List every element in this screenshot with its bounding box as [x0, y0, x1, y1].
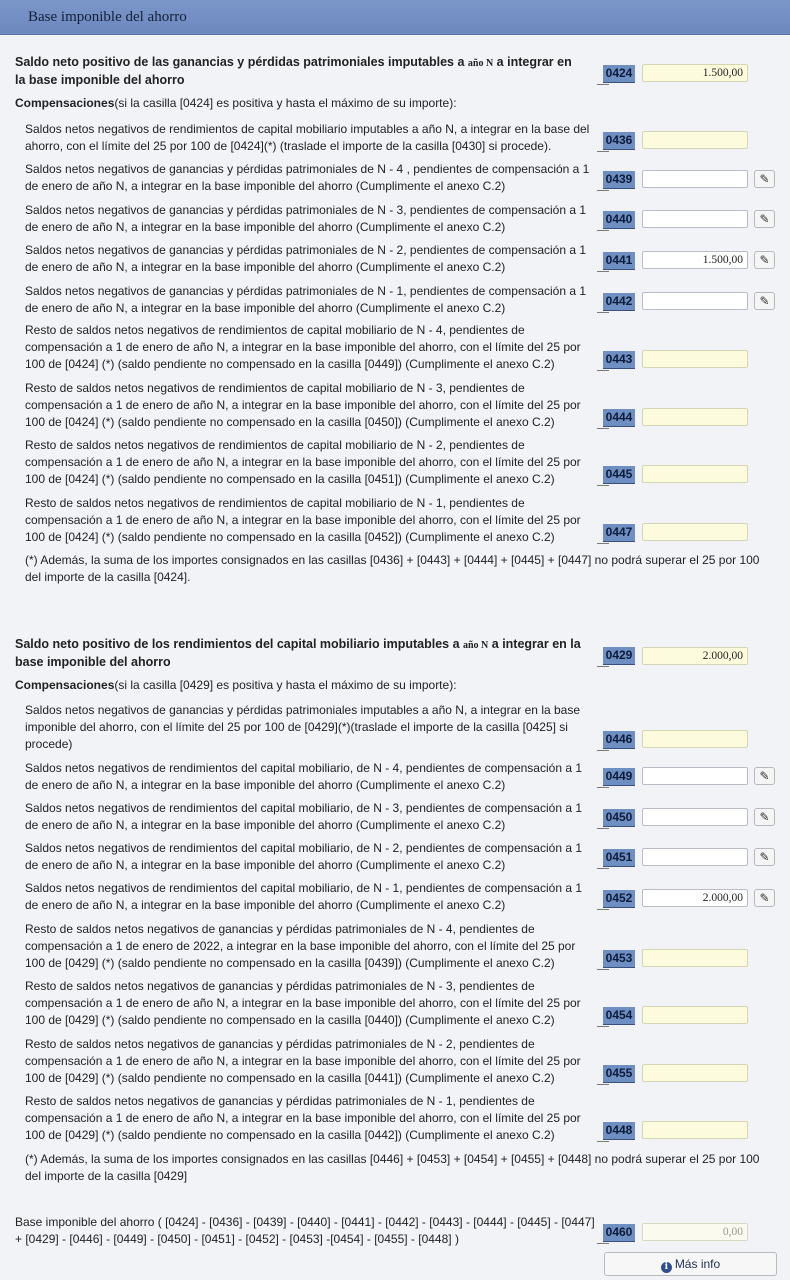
box-0449: 0449 [603, 768, 635, 786]
pencil-icon[interactable]: ✎ [754, 808, 775, 826]
box-0444: 0444 [603, 409, 635, 427]
row-label-0439: Saldos netos negativos de ganancias y pérdidas patrimoniales de N - 4 , pendientes de compensación a 1 de enero de año N, a integrar en la base imponible del ahorro (Cumplimente el anexo C.2) [25, 162, 590, 193]
box-0453: 0453 [603, 950, 635, 968]
box-0442: 0442 [603, 293, 635, 311]
box-0460: 0460 [603, 1224, 635, 1242]
field-0424[interactable]: 1.500,00 [642, 64, 748, 82]
box-0424: 0424 [603, 65, 635, 83]
field-0452[interactable]: 2.000,00 [642, 889, 748, 907]
field-0455[interactable] [642, 1064, 748, 1082]
field-0445[interactable] [642, 465, 748, 483]
row-label-0442: Saldos netos negativos de ganancias y pérdidas patrimoniales de N - 1, pendientes de compensación a 1 de enero de año N, a integrar en la base imponible del ahorro (Cumplimente el anexo C.2) [25, 284, 587, 315]
sec2-title: Saldo neto positivo de los rendimientos del capital mobiliario imputables a año N a integrar en la base imponible del ahorro [15, 637, 581, 669]
box-0448: 0448 [603, 1122, 635, 1140]
row-label-0447: Resto de saldos netos negativos de rendimientos de capital mobiliario de N - 1, pendientes de compensación a 1 de enero de año N, a integrar en la base imponible del ahorro, con el límite del 25 por 100 de [0424] (*) (saldo pendiente no compensado en la casilla [0452]) (Cumplimente el anexo C.2) [25, 496, 581, 544]
field-0453[interactable] [642, 949, 748, 967]
sec1-title: Saldo neto positivo de las ganancias y pérdidas patrimoniales imputables a año N a integrar en la base imponible del ahorro [15, 55, 572, 87]
sec2-compensaciones: Compensaciones(si la casilla [0429] es positiva y hasta el máximo de su importe): [15, 678, 457, 692]
box-0447: 0447 [603, 524, 635, 542]
row-label-0453: Resto de saldos netos negativos de ganancias y pérdidas patrimoniales de N - 4, pendientes de compensación a 1 de enero de 2022, a integrar en la base imponible del ahorro, con el límite del 25 por 100 de [0429] (*) (saldo pendiente no compensado en la casilla [0439]) (Cumplimente el anexo C.2) [25, 922, 576, 970]
sec2-note: (*) Además, la suma de los importes consignados en las casillas [0446] + [0453] + [0454] + [0455] + [0448] no podrá superar el 25 por 100 del importe de la casilla [0429] [25, 1152, 760, 1183]
row-label-0445: Resto de saldos netos negativos de rendimientos de capital mobiliario de N - 2, pendientes de compensación a 1 de enero de año N, a integrar en la base imponible del ahorro, con el límite del 25 por 100 de [0424] (*) (saldo pendiente no compensado en la casilla [0451]) (Cumplimente el anexo C.2) [25, 438, 581, 486]
row-label-0451: Saldos netos negativos de rendimientos del capital mobiliario, de N - 2, pendientes de compensación a 1 de enero de año N, a integrar en la base imponible del ahorro (Cumplimente el anexo C.2) [25, 841, 583, 872]
field-0454[interactable] [642, 1006, 748, 1024]
info-icon: i [661, 1262, 672, 1273]
row-label-0436: Saldos netos negativos de rendimientos de capital mobiliario imputables a año N, a integrar en la base del ahorro, con el límite del 25 por 100 de [0424](*) (traslade el importe de la casilla [0430] si procede). [25, 122, 590, 153]
field-0440[interactable] [642, 210, 748, 228]
field-0429[interactable]: 2.000,00 [642, 647, 748, 665]
field-0448[interactable] [642, 1121, 748, 1139]
row-label-0440: Saldos netos negativos de ganancias y pérdidas patrimoniales de N - 3, pendientes de compensación a 1 de enero de año N, a integrar en la base imponible del ahorro (Cumplimente el anexo C.2) [25, 203, 587, 234]
field-0441[interactable]: 1.500,00 [642, 251, 748, 269]
mas-info-button[interactable] [604, 1252, 777, 1276]
section-header [0, 0, 790, 35]
field-0444[interactable] [642, 408, 748, 426]
field-0436[interactable] [642, 131, 748, 149]
pencil-icon[interactable]: ✎ [754, 210, 775, 228]
row-label-0441: Saldos netos negativos de ganancias y pérdidas patrimoniales de N - 2, pendientes de compensación a 1 de enero de año N, a integrar en la base imponible del ahorro (Cumplimente el anexo C.2) [25, 243, 587, 274]
field-0442[interactable] [642, 292, 748, 310]
box-0443: 0443 [603, 351, 635, 369]
row-label-0444: Resto de saldos netos negativos de rendimientos de capital mobiliario de N - 3, pendientes de compensación a 1 de enero de año N, a integrar en la base imponible del ahorro, con el límite del 25 por 100 de [0424] (*) (saldo pendiente no compensado en la casilla [0450]) (Cumplimente el anexo C.2) [25, 381, 581, 429]
row-label-0452: Saldos netos negativos de rendimientos del capital mobiliario, de N - 1, pendientes de compensación a 1 de enero de año N, a integrar en la base imponible del ahorro (Cumplimente el anexo C.2) [25, 881, 583, 912]
pencil-icon[interactable]: ✎ [754, 767, 775, 785]
box-0440: 0440 [603, 211, 635, 229]
box-0439: 0439 [603, 171, 635, 189]
pencil-icon[interactable]: ✎ [754, 848, 775, 866]
field-0439[interactable] [642, 170, 748, 188]
field-0449[interactable] [642, 767, 748, 785]
row-label-0455: Resto de saldos netos negativos de ganancias y pérdidas patrimoniales de N - 2, pendientes de compensación a 1 de enero de año N, a integrar en la base imponible del ahorro, con el límite del 25 por 100 de [0429] (*) (saldo pendiente no compensado en la casilla [0441]) (Cumplimente el anexo C.2) [25, 1037, 581, 1085]
box-0454: 0454 [603, 1007, 635, 1025]
sec1-note: (*) Además, la suma de los importes consignados en las casillas [0436] + [0443] + [0444] + [0445] + [0447] no podrá superar el 25 por 100 del importe de la casilla [0424]. [25, 553, 760, 584]
box-0441: 0441 [603, 252, 635, 270]
mas-info-label: Más info [674, 1257, 721, 1271]
row-label-0448: Resto de saldos netos negativos de ganancias y pérdidas patrimoniales de N - 1, pendientes de compensación a 1 de enero de año N, a integrar en la base imponible del ahorro, con el límite del 25 por 100 de [0429] (*) (saldo pendiente no compensado en la casilla [0442]) (Cumplimente el anexo C.2) [25, 1094, 581, 1142]
box-0446: 0446 [603, 731, 635, 749]
pencil-icon[interactable]: ✎ [754, 889, 775, 907]
field-0450[interactable] [642, 808, 748, 826]
box-0455: 0455 [603, 1065, 635, 1083]
row-label-0443: Resto de saldos netos negativos de rendimientos de capital mobiliario de N - 4, pendientes de compensación a 1 de enero de año N, a integrar en la base imponible del ahorro, con el límite del 25 por 100 de [0424] (*) (saldo pendiente no compensado en la casilla [0449]) (Cumplimente el anexo C.2) [25, 323, 581, 371]
row-label-0449: Saldos netos negativos de rendimientos del capital mobiliario, de N - 4, pendientes de compensación a 1 de enero de año N, a integrar en la base imponible del ahorro (Cumplimente el anexo C.2) [25, 761, 583, 792]
base-imponible-formula: Base imponible del ahorro ( [0424] - [0436] - [0439] - [0440] - [0441] - [0442] - [0443] - [0444] - [0445] - [0447] + [0429] - [0446] - [0449] - [0450] - [0451] - [0452] - [0453] -[0454] - [0455] - [0448] ) [15, 1215, 595, 1246]
field-0446[interactable] [642, 730, 748, 748]
box-0429: 0429 [603, 647, 635, 665]
row-label-0446: Saldos netos negativos de ganancias y pérdidas patrimoniales imputables a año N, a integrar en la base imponible del ahorro, con el límite del 25 por 100 de [0429](*)(traslade el importe de la casilla [0425] si procede) [25, 703, 581, 751]
box-0436: 0436 [603, 132, 635, 150]
box-0445: 0445 [603, 466, 635, 484]
box-0452: 0452 [603, 890, 635, 908]
pencil-icon[interactable]: ✎ [754, 251, 775, 269]
box-0450: 0450 [603, 809, 635, 827]
field-0451[interactable] [642, 848, 748, 866]
section-title: Base imponible del ahorro [28, 9, 187, 25]
field-0447[interactable] [642, 523, 748, 541]
sec1-compensaciones: Compensaciones(si la casilla [0424] es positiva y hasta el máximo de su importe): [15, 96, 457, 110]
row-label-0454: Resto de saldos netos negativos de ganancias y pérdidas patrimoniales de N - 3, pendientes de compensación a 1 de enero de año N, a integrar en la base imponible del ahorro, con el límite del 25 por 100 de [0429] (*) (saldo pendiente no compensado en la casilla [0440]) (Cumplimente el anexo C.2) [25, 979, 581, 1027]
box-0451: 0451 [603, 849, 635, 867]
pencil-icon[interactable]: ✎ [754, 292, 775, 310]
field-0443[interactable] [642, 350, 748, 368]
pencil-icon[interactable]: ✎ [754, 170, 775, 188]
field-0460: 0,00 [642, 1223, 748, 1241]
row-label-0450: Saldos netos negativos de rendimientos del capital mobiliario, de N - 3, pendientes de compensación a 1 de enero de año N, a integrar en la base imponible del ahorro (Cumplimente el anexo C.2) [25, 801, 583, 832]
